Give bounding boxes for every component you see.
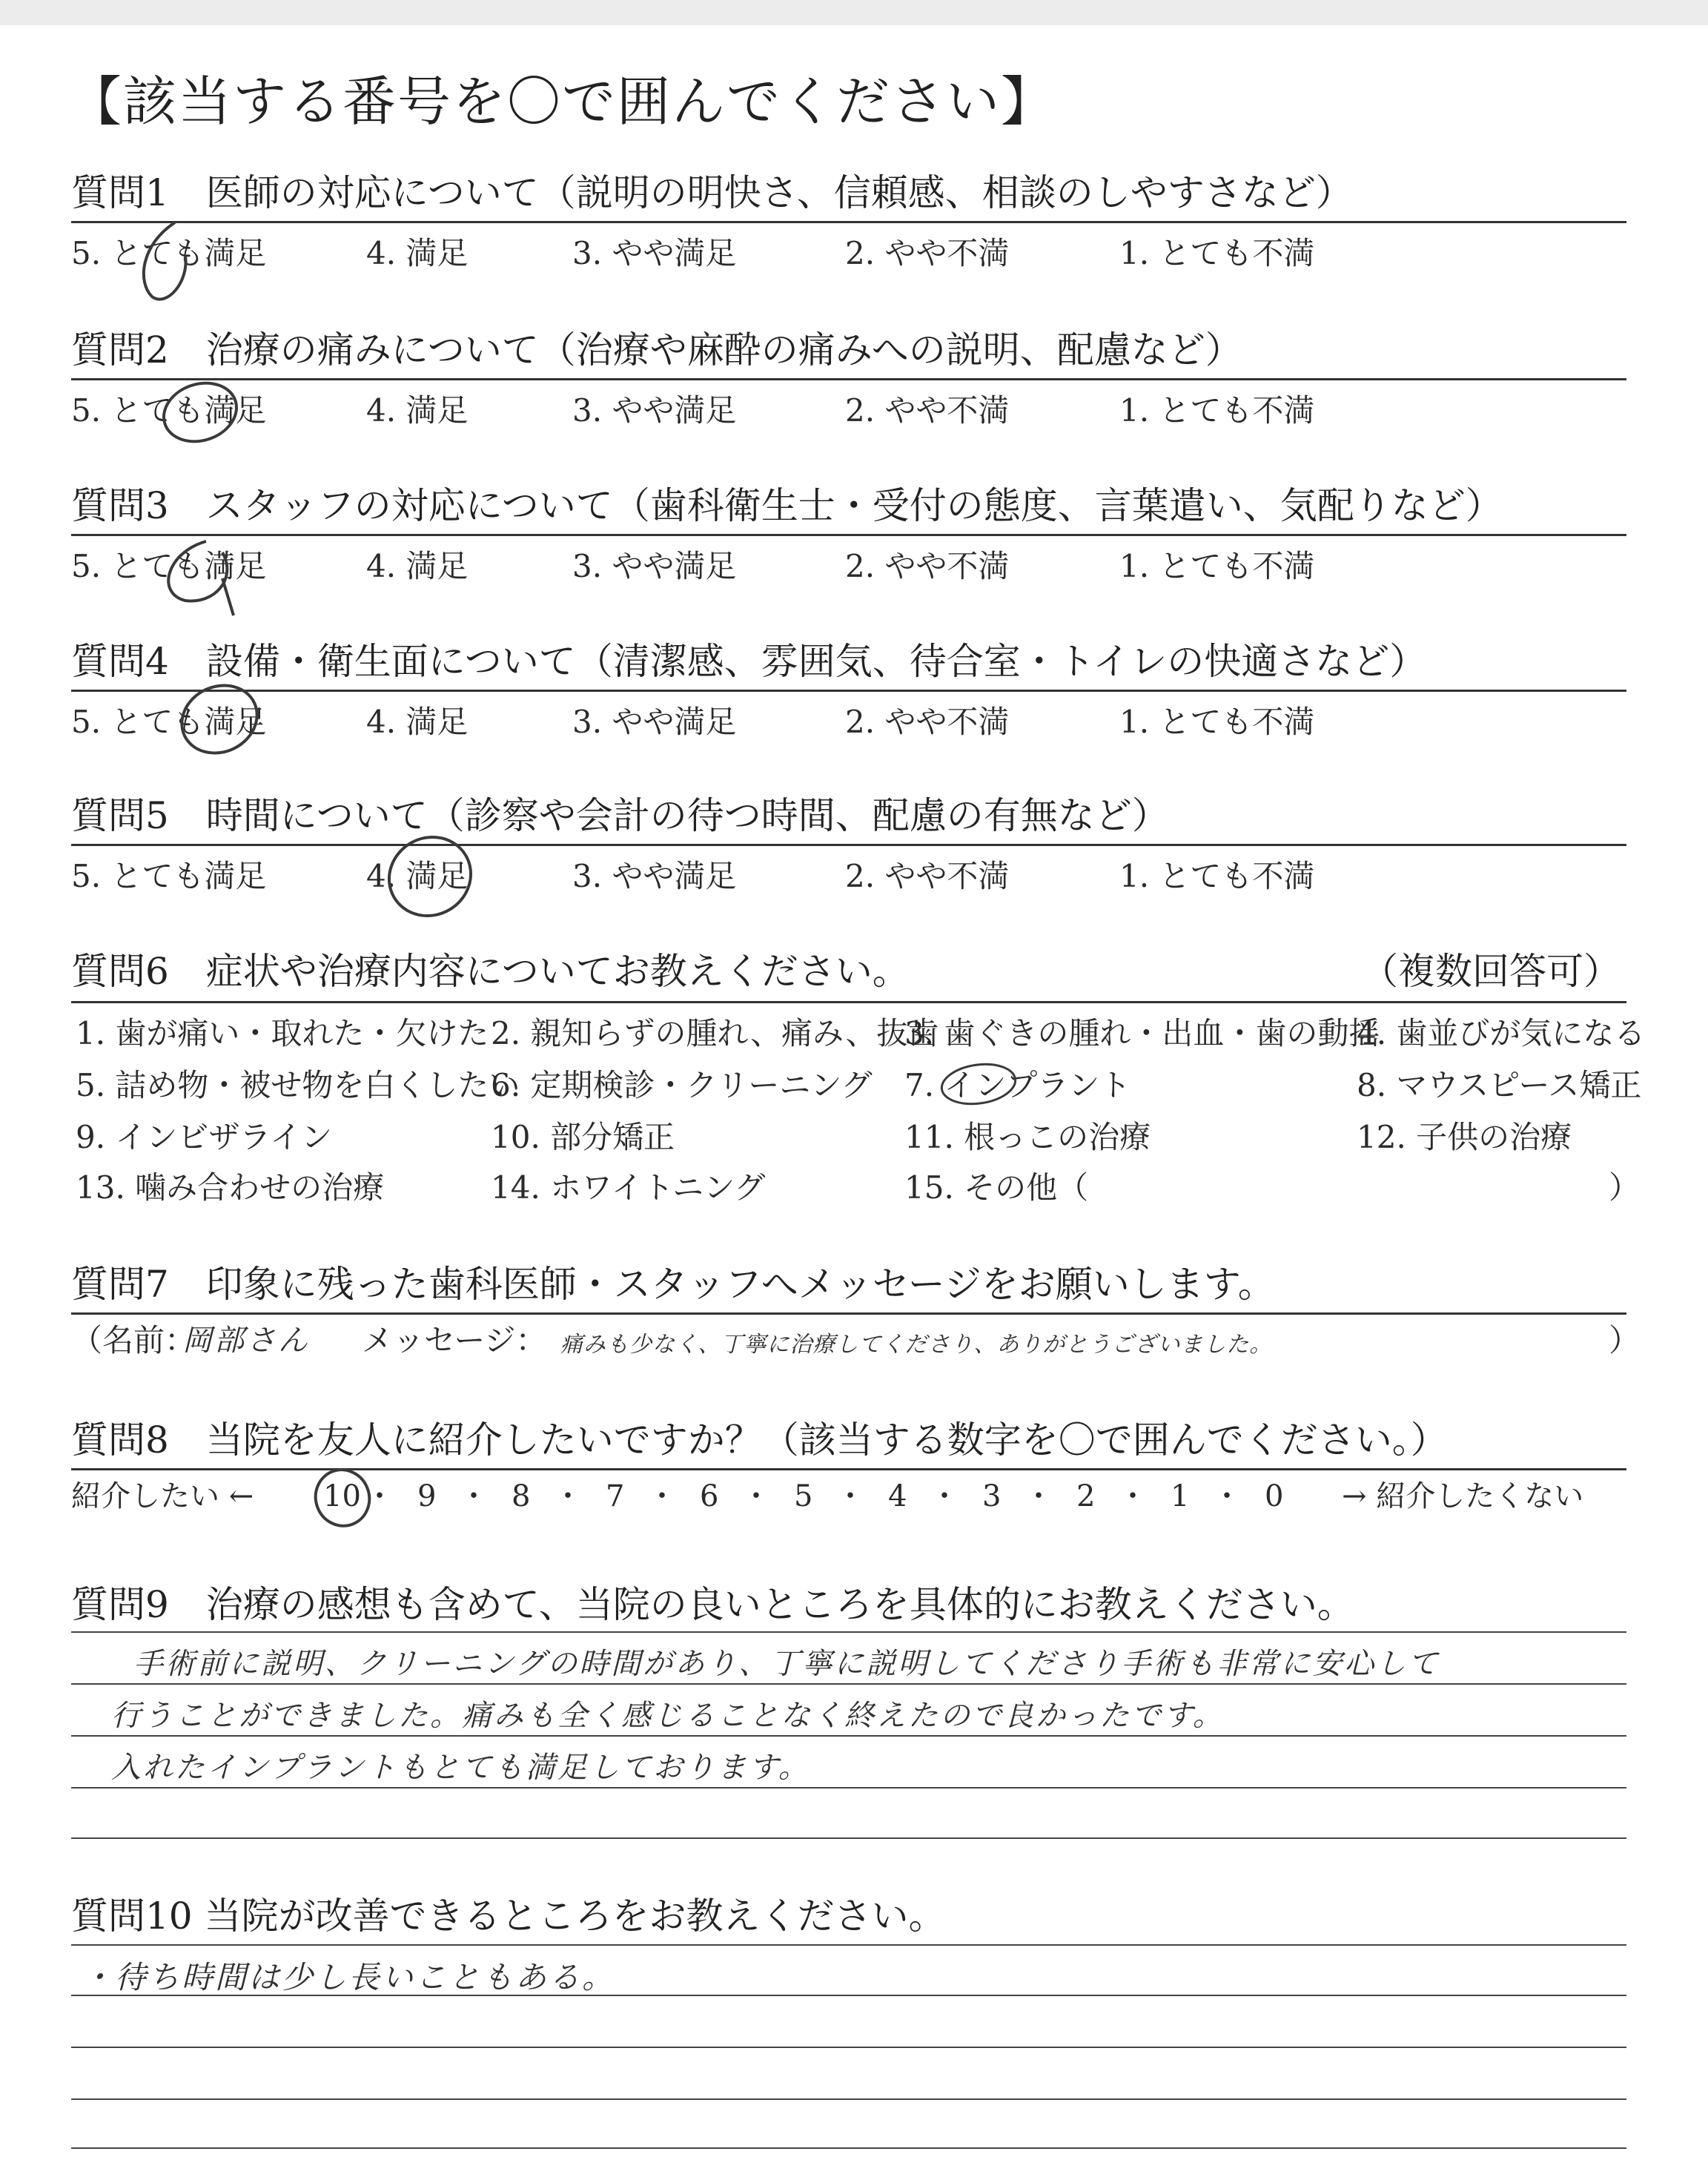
question-7-title: 質問7 印象に残った歯科医師・スタッフへメッセージをお願いします。 xyxy=(71,1263,1275,1306)
q2-option-4[interactable]: 4. 満足 xyxy=(366,392,469,429)
q8-scale-separator: ・ xyxy=(930,1479,959,1513)
question-6-title-text: 質問6 症状や治療内容についてお教えください。 xyxy=(71,950,910,993)
q6-option-8[interactable]: 8. マウスピース矯正 xyxy=(1357,1067,1642,1103)
question-5-title: 質問5 時間について（診察や会計の待つ時間、配慮の有無など） xyxy=(71,794,1169,837)
q8-scale-value-3[interactable]: 3 xyxy=(982,1479,1002,1513)
q8-scale-separator: ・ xyxy=(647,1479,677,1513)
q7-message-label: メッセージ： xyxy=(362,1322,547,1358)
q3-option-3[interactable]: 3. やや満足 xyxy=(572,548,737,584)
q6-option-15-close: ） xyxy=(1609,1169,1641,1206)
q8-scale-value-10[interactable]: 10 xyxy=(323,1479,361,1513)
q6-option-15[interactable]: 15. その他（ xyxy=(904,1169,1089,1206)
question-1-title: 質問1 医師の対応について（説明の明快さ、信頼感、相談のしやすさなど） xyxy=(71,171,1353,214)
q3-selection-circle xyxy=(168,541,234,615)
q9-answer-line-3[interactable]: 入れたインプラントもとても満足しております。 xyxy=(111,1751,810,1785)
q4-option-5[interactable]: 5. とても満足 xyxy=(71,704,267,740)
q4-option-4[interactable]: 4. 満足 xyxy=(366,704,469,740)
q7-close-paren: ） xyxy=(1609,1322,1641,1358)
question-6-multi-answer-note: （複数回答可） xyxy=(1361,950,1621,993)
q8-scale-value-6[interactable]: 6 xyxy=(700,1479,719,1513)
q5-option-2[interactable]: 2. やや不満 xyxy=(845,858,1010,894)
question-8-title: 質問8 当院を友人に紹介したいですか？（該当する数字を〇で囲んでください。） xyxy=(71,1418,1448,1462)
question-4-title: 質問4 設備・衛生面について（清潔感、雰囲気、待合室・トイレの快適さなど） xyxy=(71,640,1427,683)
q8-selection-circle xyxy=(308,1462,377,1533)
q6-option-12[interactable]: 12. 子供の治療 xyxy=(1357,1119,1572,1155)
q8-scale-value-0[interactable]: 0 xyxy=(1265,1479,1284,1513)
question-10-title: 質問10 当院が改善できるところをお教えください。 xyxy=(71,1895,946,1938)
question-2-title: 質問2 治療の痛みについて（治療や麻酔の痛みへの説明、配慮など） xyxy=(71,328,1242,371)
q8-right-label: → 紹介したくない xyxy=(1342,1479,1584,1513)
q4-option-1[interactable]: 1. とても不満 xyxy=(1119,704,1315,740)
q4-option-3[interactable]: 3. やや満足 xyxy=(572,704,737,740)
q9-answer-line-2[interactable]: 行うことができました。痛みも全く感じることなく終えたので良かったです。 xyxy=(111,1699,1225,1733)
q8-scale-separator: ・ xyxy=(1118,1479,1148,1513)
q6-option-3[interactable]: 3. 歯ぐきの腫れ・出血・歯の動揺 xyxy=(904,1015,1380,1051)
q1-option-2[interactable]: 2. やや不満 xyxy=(845,235,1010,271)
q6-option-6[interactable]: 6. 定期検診・クリーニング xyxy=(491,1067,873,1103)
q1-option-5[interactable]: 5. とても満足 xyxy=(71,235,267,271)
q2-selection-circle xyxy=(156,374,245,450)
q8-scale-value-8[interactable]: 8 xyxy=(512,1479,531,1513)
q6-option-9[interactable]: 9. インビザライン xyxy=(76,1119,333,1155)
q5-option-5[interactable]: 5. とても満足 xyxy=(71,858,267,894)
q2-option-5[interactable]: 5. とても満足 xyxy=(71,392,267,429)
q8-scale-value-5[interactable]: 5 xyxy=(794,1479,813,1513)
q1-option-1[interactable]: 1. とても不満 xyxy=(1119,235,1315,271)
q3-option-2[interactable]: 2. やや不満 xyxy=(845,548,1010,584)
q8-scale-value-2[interactable]: 2 xyxy=(1076,1479,1096,1513)
q8-scale-value-4[interactable]: 4 xyxy=(888,1479,907,1513)
q7-message-value[interactable]: 痛みも少なく、丁寧に治療してくださり、ありがとうございました。 xyxy=(560,1332,1273,1358)
question-9-title: 質問9 治療の感想も含めて、当院の良いところを具体的にお教えください。 xyxy=(71,1583,1354,1626)
q1-option-4[interactable]: 4. 満足 xyxy=(366,235,469,271)
q5-option-4[interactable]: 4. 満足 xyxy=(366,858,469,894)
q6-option-1[interactable]: 1. 歯が痛い・取れた・欠けた xyxy=(76,1015,489,1051)
q6-option-7[interactable]: 7. インプラント xyxy=(904,1067,1131,1103)
q9-answer-line-1[interactable]: 手術前に説明、クリーニングの時間があり、丁寧に説明してくださり手術も非常に安心して xyxy=(133,1647,1440,1681)
q5-selection-circle xyxy=(375,822,486,931)
q6-option-13[interactable]: 13. 噛み合わせの治療 xyxy=(76,1169,385,1206)
q2-option-1[interactable]: 1. とても不満 xyxy=(1119,392,1315,429)
q8-scale-value-1[interactable]: 1 xyxy=(1171,1479,1190,1513)
q8-scale-separator: ・ xyxy=(365,1479,394,1513)
q7-name-label: （名前： xyxy=(71,1322,196,1358)
page-title: 【該当する番号を〇で囲んでください】 xyxy=(68,70,1056,133)
q6-option-2[interactable]: 2. 親知らずの腫れ、痛み、抜歯 xyxy=(491,1015,939,1051)
q6-option-10[interactable]: 10. 部分矯正 xyxy=(491,1119,675,1155)
q1-option-3[interactable]: 3. やや満足 xyxy=(572,235,737,271)
q3-option-1[interactable]: 1. とても不満 xyxy=(1119,548,1315,584)
q8-scale-separator: ・ xyxy=(1212,1479,1242,1513)
q8-scale-separator: ・ xyxy=(1024,1479,1053,1513)
q10-answer-line-1[interactable]: ・待ち時間は少し長いこともある。 xyxy=(82,1959,616,1995)
q6-selection-circle xyxy=(939,1060,1018,1108)
q8-scale-separator: ・ xyxy=(553,1479,583,1513)
q3-option-4[interactable]: 4. 満足 xyxy=(366,548,469,584)
q7-name-value[interactable]: 岡部さん xyxy=(182,1324,310,1358)
q8-scale-separator: ・ xyxy=(835,1479,865,1513)
q2-option-2[interactable]: 2. やや不満 xyxy=(845,392,1010,429)
q1-selection-circle xyxy=(144,222,186,300)
q6-option-11[interactable]: 11. 根っこの治療 xyxy=(904,1119,1151,1155)
q8-scale-separator: ・ xyxy=(459,1479,489,1513)
q6-option-14[interactable]: 14. ホワイトニング xyxy=(491,1169,766,1206)
q5-option-1[interactable]: 1. とても不満 xyxy=(1119,858,1315,894)
q6-option-5[interactable]: 5. 詰め物・被せ物を白くしたい xyxy=(76,1067,520,1103)
q8-scale-value-7[interactable]: 7 xyxy=(606,1479,625,1513)
q4-option-2[interactable]: 2. やや不満 xyxy=(845,704,1010,740)
q3-option-5[interactable]: 5. とても満足 xyxy=(71,548,267,584)
question-3-title: 質問3 スタッフの対応について（歯科衛生士・受付の態度、言葉遣い、気配りなど） xyxy=(71,484,1503,527)
q2-option-3[interactable]: 3. やや満足 xyxy=(572,392,737,429)
q5-option-3[interactable]: 3. やや満足 xyxy=(572,858,737,894)
q8-scale-value-9[interactable]: 9 xyxy=(417,1479,437,1513)
q8-left-label: 紹介したい ← xyxy=(71,1479,254,1513)
q6-option-4[interactable]: 4. 歯並びが気になる xyxy=(1357,1015,1646,1051)
q4-selection-circle xyxy=(171,673,268,765)
q8-scale-separator: ・ xyxy=(741,1479,771,1513)
